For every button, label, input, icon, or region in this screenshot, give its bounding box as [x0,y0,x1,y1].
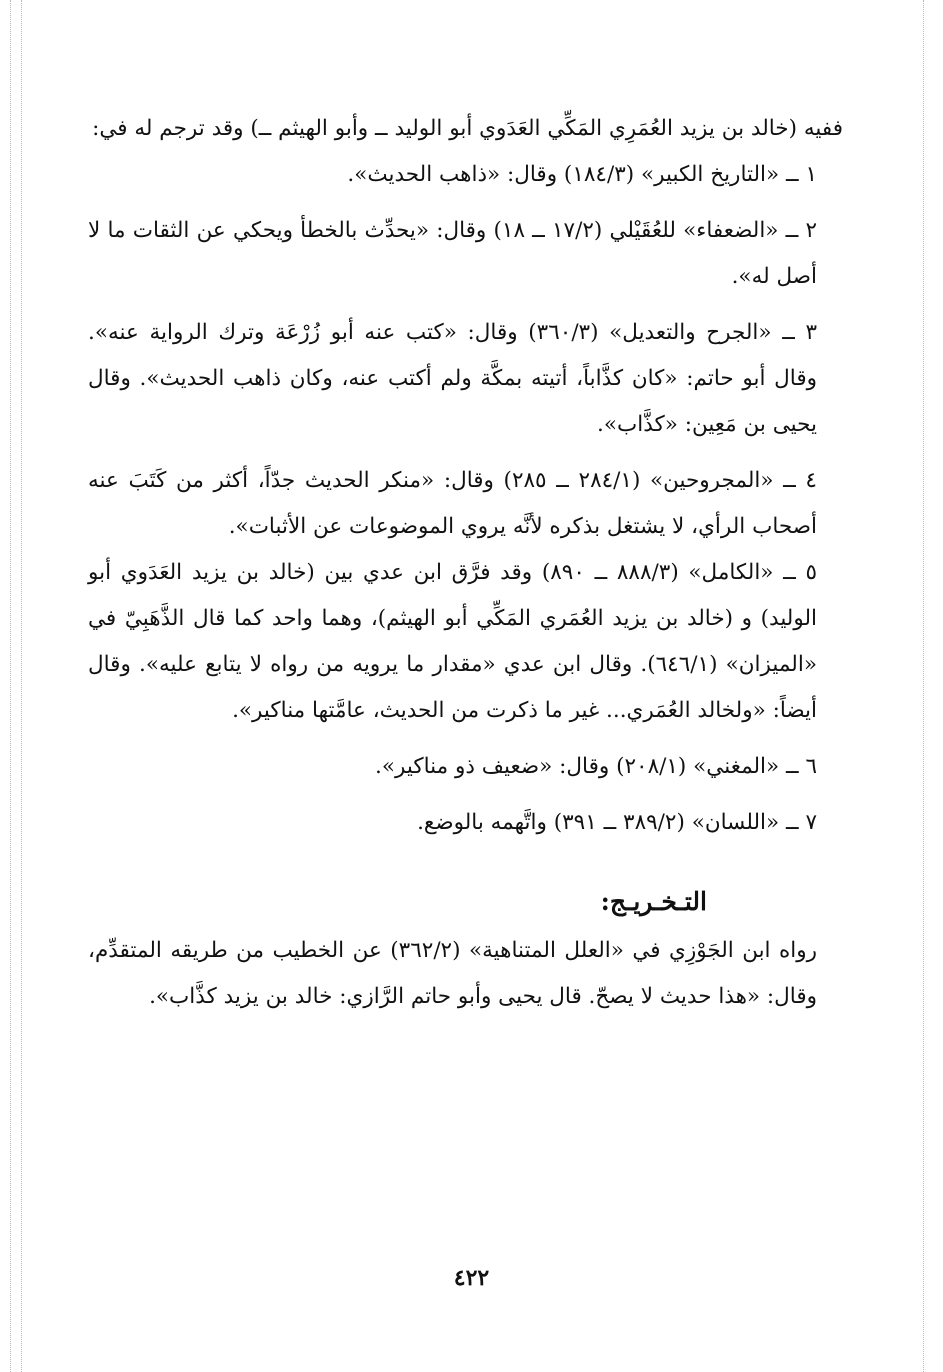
left-margin-dotted-line-inner [21,0,22,1372]
entry-6: ٦ ــ «المغني» (٢٠٨/١) وقال: «ضعيف ذو مناكير». [375,754,817,779]
entry-2: ٢ ــ «الضعفاء» للعُقَيْلي (١٧/٢ ــ ١٨) وقال: «يحدِّث بالخطأ ويحكي عن الثقات ما لا أصل له». [88,218,817,289]
entry-7: ٧ ــ «اللسان» (٣٨٩/٢ ــ ٣٩١) واتَّهمه بالوضع. [417,810,817,835]
entry-5: ٥ ــ «الكامل» (٨٨٨/٣ ــ ٨٩٠) وقد فرَّق ابن عدي بين (خالد بن يزيد العَدَوي أبو الوليد) و (خالد بن يزيد العُمَري المَكِّي أبو الهيثم)، وهما واحد كما قال الذَّهَبِيّ في «الميزان» (٦٤٦/١). وقال ابن عدي «مقدار ما يرويه من رواه لا يتابع عليه». وقال أيضاً: «ولخالد العُمَري... غير ما ذكرت من الحديث، عامَّتها مناكير». [88,560,818,723]
entry-3: ٣ ــ «الجرح والتعديل» (٣٦٠/٣) وقال: «كتب عنه أبو زُرْعَة وترك الرواية عنه». وقال أبو حاتم: «كان كذَّاباً، أتيته بمكَّة ولم أكتب عنه، وكان ذاهب الحديث». وقال يحيى بن مَعِين: «كذَّاب». [88,320,817,437]
right-margin-dotted-line [923,0,924,1372]
takhrij-heading-row [88,876,843,928]
entry-1: ١ ــ «التاريخ الكبير» (١٨٤/٣) وقال: «ذاهب الحديث». [347,162,817,187]
takhrij-paragraph: رواه ابن الجَوْزِي في «العلل المتناهية» (٣٦٢/٢) عن الخطيب من طريقه المتقدِّم، وقال: «هذا حديث لا يصحّ. قال يحيى وأبو حاتم الرَّازي: خالد بن يزيد كذَّاب». [88,938,817,1009]
takhrij-heading: التـخـريـج: [600,887,707,916]
intro-paragraph: ففيه (خالد بن يزيد العُمَرِي المَكِّي العَدَوي أبو الوليد ــ وأبو الهيثم ــ) وقد ترجم له في: [92,116,843,141]
page-number: ٤٢٢ [453,1265,490,1291]
entry-4: ٤ ــ «المجروحين» (٢٨٤/١ ــ ٢٨٥) وقال: «منكر الحديث جدّاً، أكثر من كَتَبَ عنه أصحاب الرأي، لا يشتغل بذكره لأنَّه يروي الموضوعات عن الأثبات». [88,468,817,539]
page-body [88,106,843,1020]
left-margin-dotted-line [10,0,11,1372]
